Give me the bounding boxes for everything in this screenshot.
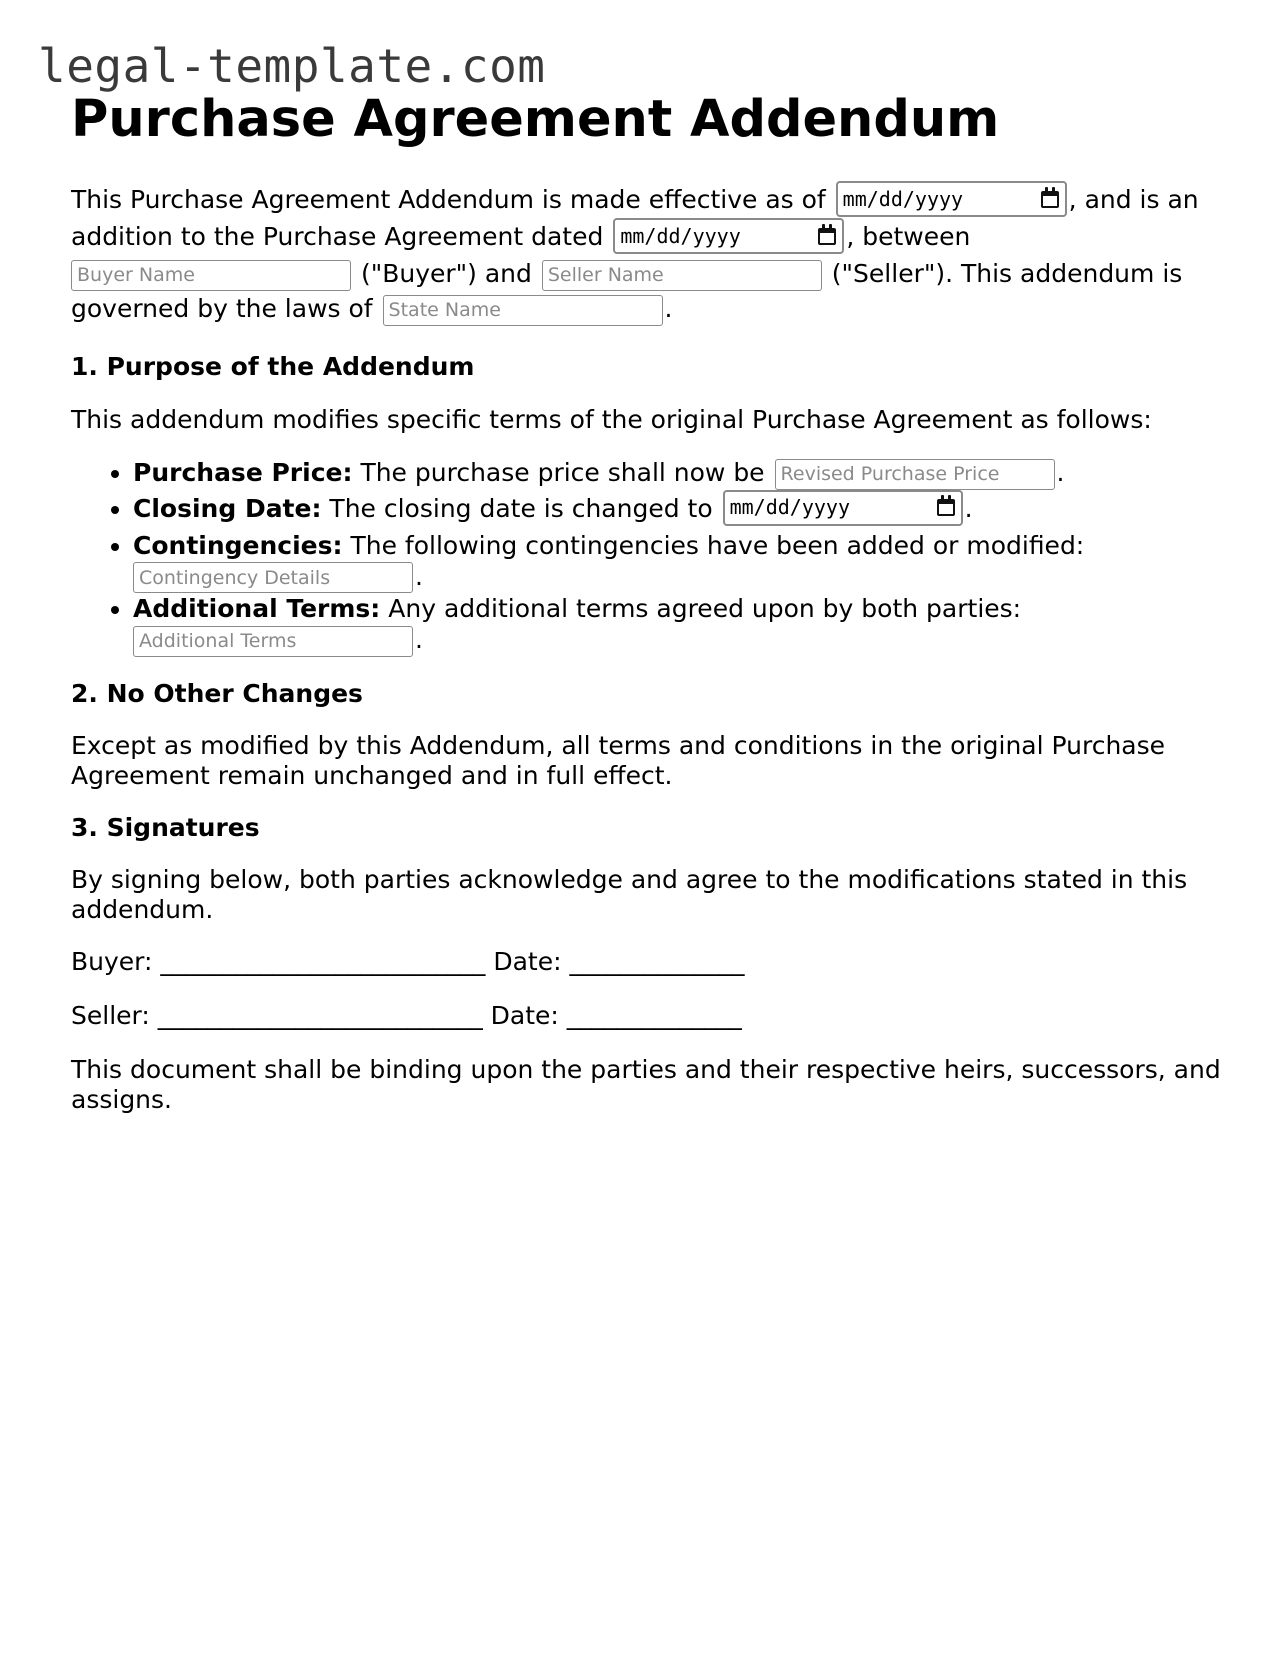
additional-terms-end: . [415,625,423,654]
closing-date-end: . [964,493,973,523]
section-2-heading: 2. No Other Changes [71,678,363,708]
document-title: Purchase Agreement Addendum [71,90,1000,149]
state-name-input[interactable] [383,295,663,326]
section-3-heading: 3. Signatures [71,812,260,842]
section-1-text: This addendum modifies specific terms of the original Purchase Agreement as follows: [71,405,1152,434]
section-1-heading: 1. Purpose of the Addendum [71,352,475,381]
intro-text-8: . [664,294,673,323]
contingencies-text: The following contingencies have been added or modified: [350,530,1085,560]
section-3-text: By signing below, both parties acknowledge and agree to the modifications stated in this addendum. [71,864,1188,924]
buyer-name-input[interactable] [71,260,351,291]
calendar-icon[interactable] [937,499,955,516]
section-2-text: Except as modified by this Addendum, all terms and conditions in the original Purchase Agreement remain unchanged and in full effect. [71,730,1166,790]
list-item-contingencies [133,530,1221,594]
additional-terms-label: Additional Terms: [133,594,381,623]
contingencies-end: . [415,561,423,591]
intro-text-1: This Purchase Agreement Addendum is made effective as of [71,185,826,214]
calendar-icon[interactable] [818,228,836,245]
agreement-date-input[interactable] [613,218,844,254]
closing-date-label: Closing Date: [133,493,322,523]
effective-date-input[interactable] [836,181,1067,217]
seller-signature-line: Seller: __________________________ Date: ______________ [71,1000,742,1030]
agreement-date-placeholder: mm/dd/yyyy [620,223,741,248]
effective-date-placeholder: mm/dd/yyyy [842,186,964,211]
document-page [71,88,1221,1115]
purchase-price-end: . [1056,458,1065,487]
revised-purchase-price-input[interactable] [775,459,1055,490]
closing-date-input[interactable] [723,490,963,526]
buyer-signature-line: Buyer: __________________________ Date: ______________ [71,946,745,976]
closing-date-text: The closing date is changed to [329,493,713,523]
list-item-additional-terms [133,593,1221,657]
calendar-icon[interactable] [1041,191,1059,208]
list-item-purchase-price [133,457,1221,490]
intro-text-7: governed by the laws of [71,294,373,323]
contingencies-label: Contingencies: [133,530,343,560]
intro-text-4: , between [846,222,971,251]
intro-paragraph [71,182,1221,326]
additional-terms-input[interactable] [133,626,413,657]
closing-statement: This document shall be binding upon the parties and their respective heirs, successors, and assigns. [71,1054,1221,1114]
intro-text-3: addition to the Purchase Agreement dated [71,222,604,251]
closing-date-placeholder: mm/dd/yyyy [729,495,851,519]
purchase-price-label: Purchase Price: [133,458,353,487]
contingency-details-input[interactable] [133,562,413,593]
list-item-closing-date [133,492,1221,528]
intro-text-5: ("Buyer") and [360,259,532,288]
intro-text-6: ("Seller"). This addendum is [831,259,1183,288]
site-watermark: legal-template.com [38,39,546,93]
purchase-price-text: The purchase price shall now be [360,458,765,487]
seller-name-input[interactable] [542,260,822,291]
additional-terms-text: Any additional terms agreed upon by both parties: [388,594,1022,623]
modification-list [71,457,1221,657]
intro-text-2: , and is an [1068,185,1199,214]
